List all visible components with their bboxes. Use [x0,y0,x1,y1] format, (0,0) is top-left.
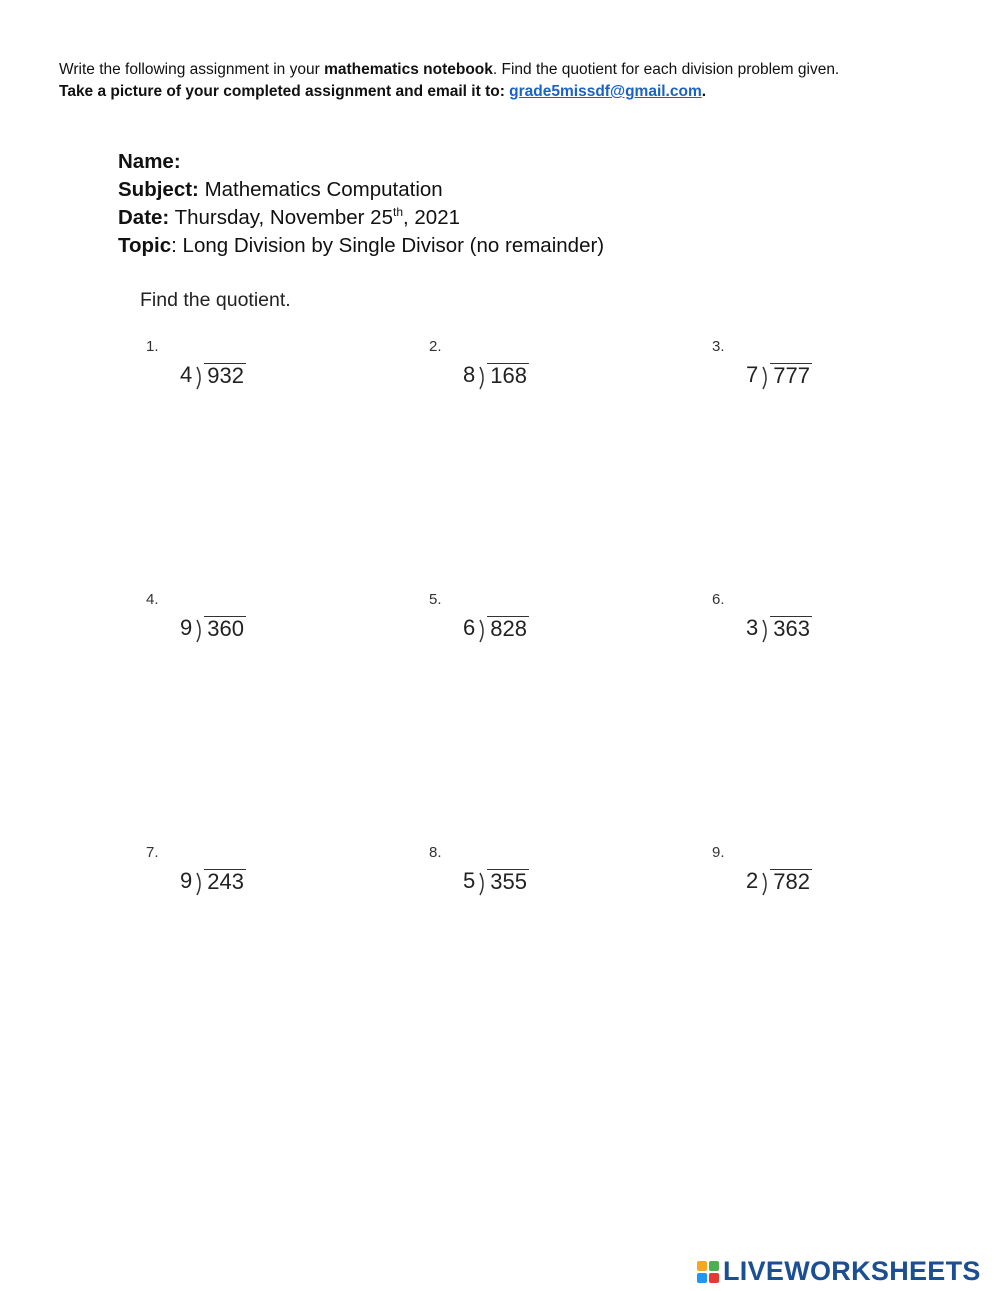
name-row: Name: [118,150,181,173]
division-bracket-icon [196,872,204,894]
divisor: 9 [180,615,193,640]
dividend: 360 [204,616,246,641]
dividend: 355 [487,869,529,894]
subject-row: Subject: Mathematics Computation [118,178,443,201]
divisor: 4 [180,362,193,387]
division-expression [746,615,812,641]
problem-number: 7. [146,844,159,861]
division-expression [463,362,529,388]
division-problem [706,338,846,398]
division-expression [463,615,529,641]
divisor: 3 [746,615,759,640]
dividend: 243 [204,869,246,894]
dividend: 828 [487,616,529,641]
division-problem [423,338,563,398]
division-bracket-icon [479,619,487,641]
email-link[interactable]: grade5missdf@gmail.com [509,83,702,100]
problem-number: 5. [429,591,442,608]
instruction-line-1: Write the following assignment in your mathematics notebook. Find the quotient for each division problem given. [59,61,840,78]
division-problem [706,844,846,904]
divisor: 8 [463,362,476,387]
problem-number: 4. [146,591,159,608]
find-quotient-heading: Find the quotient. [140,289,291,311]
problem-number: 8. [429,844,442,861]
date-row: Date: Thursday, November 25th, 2021 [118,205,460,229]
division-bracket-icon [196,366,204,388]
logo-square-l [697,1261,707,1271]
division-bracket-icon [479,366,487,388]
problem-number: 9. [712,844,725,861]
divisor: 2 [746,868,759,893]
division-problem [140,338,280,398]
logo-square-v [697,1273,707,1283]
topic-row: Topic: Long Division by Single Divisor (no remainder) [118,234,605,257]
division-problem [423,844,563,904]
problem-number: 1. [146,338,159,355]
logo-square-e [709,1273,719,1283]
division-problem [423,591,563,651]
logo-mark-icon [697,1261,719,1283]
divisor: 6 [463,615,476,640]
assignment-info [118,148,604,260]
logo-square-i [709,1261,719,1271]
problem-number: 3. [712,338,725,355]
liveworksheets-logo [697,1256,981,1287]
division-problem [140,844,280,904]
division-bracket-icon [762,872,770,894]
division-expression [746,362,812,388]
division-bracket-icon [196,619,204,641]
dividend: 168 [487,363,529,388]
problem-number: 2. [429,338,442,355]
dividend: 782 [770,869,812,894]
division-bracket-icon [762,366,770,388]
division-expression [746,868,812,894]
divisor: 5 [463,868,476,893]
logo-text: LIVEWORKSHEETS [723,1256,981,1286]
division-bracket-icon [479,872,487,894]
dividend: 363 [770,616,812,641]
division-expression [180,362,246,388]
divisor: 7 [746,362,759,387]
division-expression [463,868,529,894]
division-bracket-icon [762,619,770,641]
instruction-line-2: Take a picture of your completed assignment and email it to: grade5missdf@gmail.com. [59,83,707,100]
notebook-emphasis: mathematics notebook [324,61,493,78]
instructions [59,59,839,103]
dividend: 777 [770,363,812,388]
problem-number: 6. [712,591,725,608]
dividend: 932 [204,363,246,388]
division-problem [706,591,846,651]
division-expression [180,868,246,894]
division-expression [180,615,246,641]
division-problem [140,591,280,651]
divisor: 9 [180,868,193,893]
